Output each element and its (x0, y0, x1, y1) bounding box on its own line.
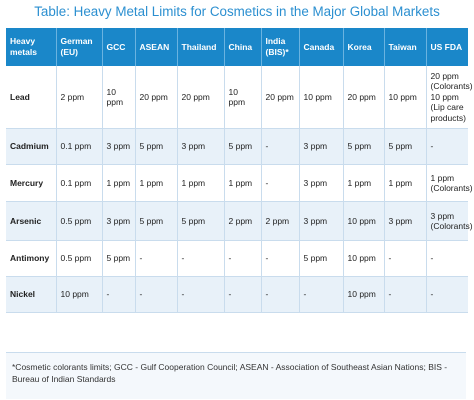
table-cell: 20 ppm (177, 66, 224, 129)
table-cell: 20 ppm (261, 66, 299, 129)
table-cell: 1 ppm (Colorants) (426, 165, 468, 202)
table-cell: 20 ppm (Colorants) 10 ppm (Lip care products) (426, 66, 468, 129)
table-cell: - (102, 277, 135, 313)
table-cell: 10 ppm (299, 66, 343, 129)
table-cell: 5 ppm (135, 129, 177, 165)
table-cell: 1 ppm (343, 165, 384, 202)
table-cell: 10 ppm (384, 66, 426, 129)
table-cell: - (135, 241, 177, 277)
table-cell: 3 ppm (299, 129, 343, 165)
column-header: India (BIS)* (261, 28, 299, 66)
table-cell: - (224, 241, 261, 277)
table-cell: 10 ppm (343, 202, 384, 241)
table-cell: - (177, 277, 224, 313)
table-cell: 3 ppm (Colorants) (426, 202, 468, 241)
table-cell: 5 ppm (102, 241, 135, 277)
table-cell: 3 ppm (299, 165, 343, 202)
table-cell: - (426, 241, 468, 277)
metal-name-cell: Arsenic (6, 202, 56, 241)
metal-name-cell: Mercury (6, 165, 56, 202)
table-cell: 20 ppm (135, 66, 177, 129)
table-cell: - (426, 277, 468, 313)
table-cell: - (224, 277, 261, 313)
table-cell: 5 ppm (384, 129, 426, 165)
metal-name-cell: Lead (6, 66, 56, 129)
table-cell: - (261, 241, 299, 277)
table-cell: 0.1 ppm (56, 129, 102, 165)
table-cell: 10 ppm (343, 277, 384, 313)
table-cell: 10 ppm (102, 66, 135, 129)
table-cell: 5 ppm (343, 129, 384, 165)
table-cell: 5 ppm (224, 129, 261, 165)
table-row (6, 66, 468, 129)
table-row (6, 202, 468, 241)
table-row (6, 165, 468, 202)
table-cell: - (384, 241, 426, 277)
table-cell: 0.5 ppm (56, 241, 102, 277)
table-title: Table: Heavy Metal Limits for Cosmetics in the Major Global Markets (34, 4, 440, 19)
table-cell: 3 ppm (102, 202, 135, 241)
table-cell: - (299, 277, 343, 313)
table-cell: 3 ppm (102, 129, 135, 165)
table-row (6, 277, 468, 313)
table-cell: 1 ppm (224, 165, 261, 202)
table-cell: - (384, 277, 426, 313)
column-header: GCC (102, 28, 135, 66)
table-cell: 3 ppm (384, 202, 426, 241)
table-cell: 5 ppm (135, 202, 177, 241)
column-header: Canada (299, 28, 343, 66)
table-cell: 1 ppm (135, 165, 177, 202)
table-cell: 3 ppm (299, 202, 343, 241)
column-header: German (EU) (56, 28, 102, 66)
table-cell: 1 ppm (384, 165, 426, 202)
table-cell: 10 ppm (56, 277, 102, 313)
metal-name-cell: Antimony (6, 241, 56, 277)
column-header: ASEAN (135, 28, 177, 66)
table-cell: 3 ppm (177, 129, 224, 165)
table-cell: 2 ppm (261, 202, 299, 241)
column-header: Thailand (177, 28, 224, 66)
table-row (6, 129, 468, 165)
table-cell: - (261, 129, 299, 165)
metal-name-cell: Cadmium (6, 129, 56, 165)
table-cell: 5 ppm (299, 241, 343, 277)
table-cell: - (426, 129, 468, 165)
table-cell: 1 ppm (177, 165, 224, 202)
column-header: China (224, 28, 261, 66)
column-header: Heavy metals (6, 28, 56, 66)
header-row (6, 28, 468, 66)
table-footnote: *Cosmetic colorants limits; GCC - Gulf Cooperation Council; ASEAN - Association of Southeast Asian Nations; BIS - Bureau of Indian Standards (6, 352, 466, 399)
table-cell: 0.1 ppm (56, 165, 102, 202)
table-cell: 1 ppm (102, 165, 135, 202)
table-row (6, 241, 468, 277)
table-cell: 10 ppm (224, 66, 261, 129)
column-header: US FDA (426, 28, 468, 66)
table-cell: - (135, 277, 177, 313)
table-cell: 5 ppm (177, 202, 224, 241)
table-cell: 2 ppm (56, 66, 102, 129)
table-cell: 0.5 ppm (56, 202, 102, 241)
table-cell: - (261, 277, 299, 313)
table-cell: - (261, 165, 299, 202)
column-header: Taiwan (384, 28, 426, 66)
table-cell: 10 ppm (343, 241, 384, 277)
table-cell: 20 ppm (343, 66, 384, 129)
heavy-metal-limits-table (6, 28, 473, 313)
table-cell: 2 ppm (224, 202, 261, 241)
table-cell: - (177, 241, 224, 277)
column-header: Korea (343, 28, 384, 66)
metal-name-cell: Nickel (6, 277, 56, 313)
